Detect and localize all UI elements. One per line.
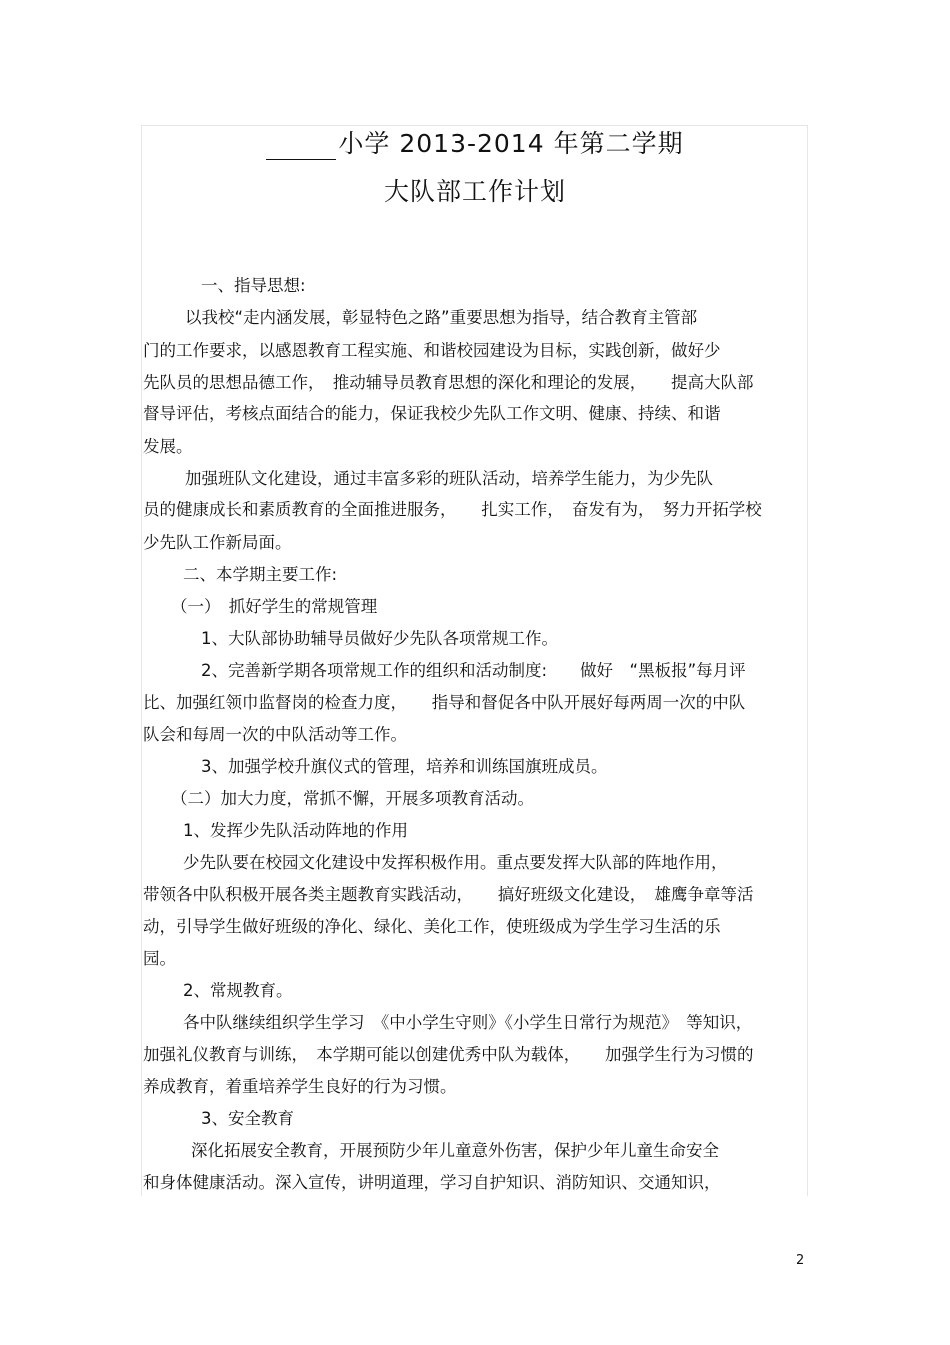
paragraph-line: 少先队要在校园文化建设中发挥积极作用。重点要发挥大队部的阵地作用， xyxy=(183,853,728,872)
section-heading: 一、指导思想: xyxy=(201,276,306,295)
list-item: 3、安全教育 xyxy=(201,1109,294,1128)
paragraph-line: 队会和每周一次的中队活动等工作。 xyxy=(143,725,407,744)
paragraph-line: 各中队继续组织学生学习 《中小学生守则》《小学生日常行为规范》 等知识， xyxy=(183,1013,753,1032)
list-item: 2、完善新学期各项常规工作的组织和活动制度: 做好 “黑板报”每月评 xyxy=(201,661,746,680)
paragraph-line: 养成教育，着重培养学生良好的行为习惯。 xyxy=(143,1077,457,1096)
paragraph-line: 和身体健康活动。深入宣传，讲明道理，学习自护知识、消防知识、交通知识， xyxy=(143,1173,721,1192)
page-number: 2 xyxy=(796,1253,805,1268)
section-heading: 二、本学期主要工作: xyxy=(183,565,338,584)
paragraph-line: 园。 xyxy=(143,949,176,968)
paragraph-line: 先队员的思想品德工作， 推动辅导员教育思想的深化和理论的发展， 提高大队部 xyxy=(143,373,754,392)
title-line1-text: 小学 2013-2014 年第二学期 xyxy=(338,129,684,158)
list-item: 3、加强学校升旗仪式的管理，培养和训练国旗班成员。 xyxy=(201,757,608,776)
paragraph-line: 比、加强红领巾监督岗的检查力度， 指导和督促各中队开展好每两周一次的中队 xyxy=(143,693,746,712)
paragraph-line: 动，引导学生做好班级的净化、绿化、美化工作，使班级成为学生学习生活的乐 xyxy=(143,917,721,936)
paragraph-line: 门的工作要求，以感恩教育工程实施、和谐校园建设为目标，实践创新，做好少 xyxy=(143,341,721,360)
paragraph-line: 少先队工作新局面。 xyxy=(143,533,292,552)
list-item: 1、发挥少先队活动阵地的作用 xyxy=(183,821,408,840)
list-item: 1、大队部协助辅导员做好少先队各项常规工作。 xyxy=(201,629,558,648)
school-name-blank xyxy=(266,137,336,160)
subsection-heading: （二）加大力度，常抓不懈，开展多项教育活动。 xyxy=(171,789,534,808)
list-item: 2、常规教育。 xyxy=(183,981,293,1000)
paragraph-line: 员的健康成长和素质教育的全面推进服务， 扎实工作， 奋发有为， 努力开拓学校 xyxy=(143,500,762,519)
paragraph-line: 深化拓展安全教育，开展预防少年儿童意外伤害，保护少年儿童生命安全 xyxy=(191,1141,719,1160)
paragraph-line: 带领各中队积极开展各类主题教育实践活动， 搞好班级文化建设， 雄鹰争章等活 xyxy=(143,885,754,904)
paragraph-line: 加强礼仪教育与训练， 本学期可能以创建优秀中队为载体， 加强学生行为习惯的 xyxy=(143,1045,754,1064)
paragraph-line: 加强班队文化建设，通过丰富多彩的班队活动，培养学生能力，为少先队 xyxy=(185,469,713,488)
document-title-line2: 大队部工作计划 xyxy=(383,177,566,206)
subsection-heading: （一） 抓好学生的常规管理 xyxy=(171,597,378,616)
paragraph-line: 以我校“走内涵发展，彰显特色之路”重要思想为指导，结合教育主管部 xyxy=(185,308,698,327)
paragraph-line: 发展。 xyxy=(143,437,193,456)
document-title-line1 xyxy=(0,124,950,160)
paragraph-line: 督导评估，考核点面结合的能力，保证我校少先队工作文明、健康、持续、和谐 xyxy=(143,404,721,423)
